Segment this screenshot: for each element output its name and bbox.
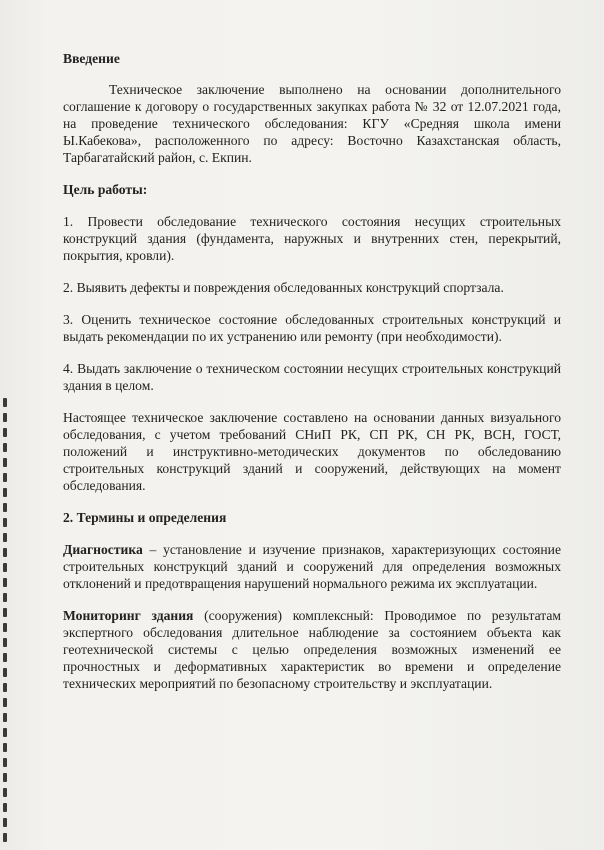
- binding-hole: [3, 758, 7, 767]
- spiral-binding-holes: [3, 398, 9, 850]
- binding-hole: [3, 623, 7, 632]
- binding-hole: [3, 563, 7, 572]
- binding-hole: [3, 578, 7, 587]
- goals-heading: Цель работы:: [63, 182, 148, 197]
- binding-hole: [3, 533, 7, 542]
- binding-hole: [3, 473, 7, 482]
- binding-hole: [3, 773, 7, 782]
- terms-heading: 2. Термины и определения: [63, 510, 227, 525]
- binding-hole: [3, 743, 7, 752]
- binding-hole: [3, 593, 7, 602]
- binding-hole: [3, 548, 7, 557]
- document-content: [63, 50, 561, 692]
- binding-hole: [3, 668, 7, 677]
- term-monitoring-name: Мониторинг здания: [63, 608, 194, 623]
- binding-hole: [3, 503, 7, 512]
- term-diagnostics-definition: – установление и изучение признаков, характеризующих состояние строительных конструкций зданий и сооружений для определения возможных отклонений и предотвращения нарушений нормального режима их эксплуатации.: [63, 542, 561, 591]
- intro-paragraph: Техническое заключение выполнено на основании дополнительного соглашение к договору о государственных закупках работа № 32 от 12.07.2021 года, на проведение технического обследования: КГУ «Средняя школа имени Ы.Кабекова», расположенного по адресу: Восточно Казахстанская область, Тарбагатайский район, с. Екпин.: [63, 82, 561, 165]
- binding-hole: [3, 518, 7, 527]
- binding-hole: [3, 833, 7, 842]
- goal-item-2: 2. Выявить дефекты и повреждения обследованных конструкций спортзала.: [63, 280, 504, 295]
- goal-item-4: 4. Выдать заключение о техническом состоянии несущих строительных конструкций здания в целом.: [63, 361, 561, 393]
- binding-hole: [3, 818, 7, 827]
- term-diagnostics: [63, 541, 561, 592]
- binding-hole: [3, 653, 7, 662]
- term-monitoring-definition: (сооружения) комплексный: Проводимое по результатам экспертного обследования длительное наблюдение за состоянием объекта как геотехнической системы с целью определения возможных изменений ее прочностных и деформативных характеристик во времени и определение технических мероприятий по безопасному строительству и эксплуатации.: [63, 608, 561, 691]
- summary-paragraph: Настоящее техническое заключение составлено на основании данных визуального обследования, с учетом требований СНиП РК, СП РК, СН РК, ВСН, ГОСТ, положений и инструктивно-методических документов по обследованию строительных конструкций зданий и сооружений, действующих на момент обследования.: [63, 410, 561, 493]
- binding-hole: [3, 488, 7, 497]
- binding-hole: [3, 803, 7, 812]
- binding-hole: [3, 698, 7, 707]
- goal-item-1: 1. Провести обследование технического состояния несущих строительных конструкций здания (фундамента, наружных и внутренних стен, перекрытий, покрытия, кровли).: [63, 214, 561, 263]
- intro-heading: Введение: [63, 51, 120, 66]
- binding-hole: [3, 713, 7, 722]
- binding-hole: [3, 638, 7, 647]
- term-diagnostics-name: Диагностика: [63, 542, 143, 557]
- binding-hole: [3, 728, 7, 737]
- goal-item-3: 3. Оценить техническое состояние обследованных строительных конструкций и выдать рекомендации по их устранению или ремонту (при необходимости).: [63, 312, 561, 344]
- binding-hole: [3, 608, 7, 617]
- binding-hole: [3, 788, 7, 797]
- binding-hole: [3, 458, 7, 467]
- binding-hole: [3, 443, 7, 452]
- binding-hole: [3, 683, 7, 692]
- binding-hole: [3, 398, 7, 407]
- binding-hole: [3, 428, 7, 437]
- term-monitoring: [63, 607, 561, 692]
- binding-hole: [3, 413, 7, 422]
